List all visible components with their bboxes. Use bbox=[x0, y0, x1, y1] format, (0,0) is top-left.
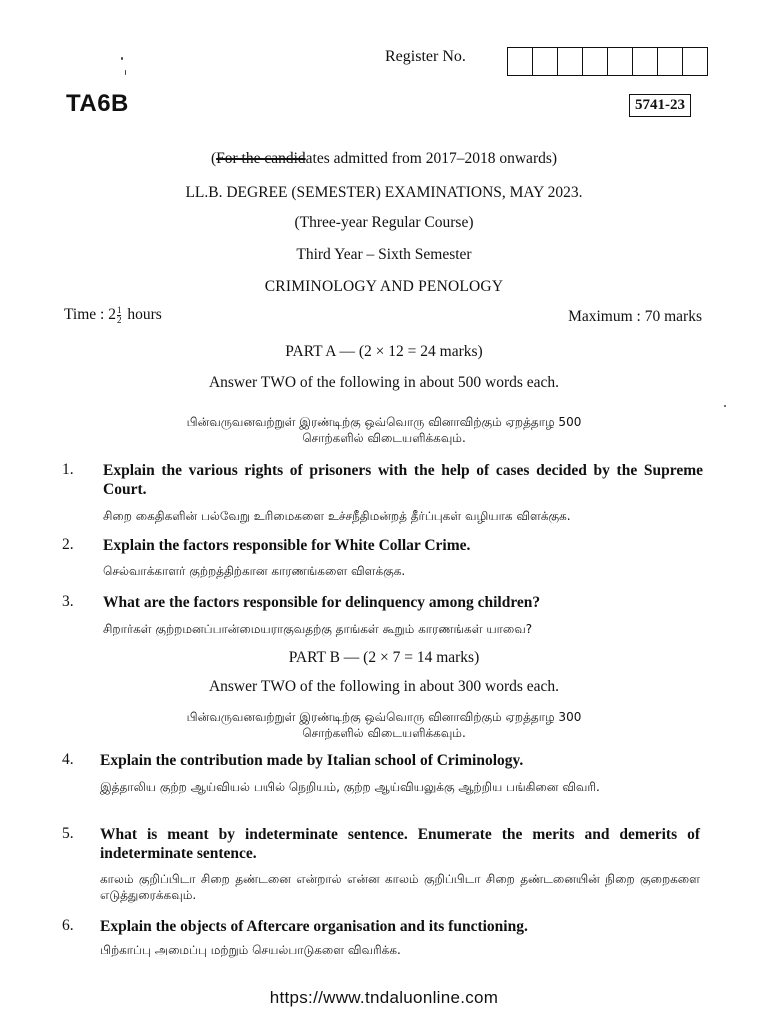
footer-url[interactable]: https://www.tndaluonline.com bbox=[269, 988, 499, 1007]
question-number: 1. bbox=[62, 461, 74, 478]
part-a-instruction-tamil: பின்வருவனவற்றுள் இரண்டிற்கு ஒவ்வொரு வினாவிற்கும் ஏறத்தாழ 500 சொற்களில் விடையளிக்கவும். bbox=[186, 415, 582, 445]
question-text-tamil: இத்தாலிய குற்ற ஆய்வியல் பயில் நெறியம், குற்ற ஆய்வியலுக்கு ஆற்றிய பங்கினை விவரி. bbox=[100, 780, 600, 794]
question-text: Explain the various rights of prisoners with the help of cases decided by the Supreme Court. bbox=[103, 462, 703, 498]
question-text-tamil: செல்வாக்காளர் குற்றத்திற்கான காரணங்களை விளக்குக. bbox=[103, 564, 406, 578]
register-digit-box[interactable] bbox=[583, 48, 608, 75]
eligibility-text: ates admitted from 2017–2018 onwards) bbox=[305, 150, 558, 167]
question-text-tamil: பிற்காப்பு அமைப்பு மற்றும் செயல்பாடுகளை விவரிக்க. bbox=[100, 943, 401, 957]
register-digit-box[interactable] bbox=[533, 48, 558, 75]
register-digit-box[interactable] bbox=[658, 48, 683, 75]
question-paper-code: TA6B bbox=[66, 90, 129, 117]
time-prefix: Time : 2 bbox=[64, 306, 116, 324]
course-type: (Three-year Regular Course) bbox=[294, 214, 474, 231]
eligibility-struck-text: For the candid bbox=[216, 150, 306, 167]
time-allowed bbox=[64, 306, 162, 325]
eligibility-open-paren: ( bbox=[210, 150, 217, 167]
paper-number-box: 5741-23 bbox=[629, 94, 691, 117]
register-digit-box[interactable] bbox=[633, 48, 658, 75]
register-digit-box[interactable] bbox=[558, 48, 583, 75]
question-text: Explain the contribution made by Italian school of Criminology. bbox=[100, 752, 524, 769]
time-fraction-denominator: 2 bbox=[116, 315, 122, 325]
time-suffix: hours bbox=[123, 306, 162, 324]
eligibility-line bbox=[0, 150, 768, 168]
question-text-tamil: காலம் குறிப்பிடா சிறை தண்டனை என்றால் என்ன காலம் குறிப்பிடா சிறை தண்டனையின் நிறை குறைகளை எடுத்துரைக்கவும். bbox=[100, 872, 700, 902]
part-b-instruction: Answer TWO of the following in about 300 words each. bbox=[208, 678, 560, 695]
register-digit-box[interactable] bbox=[683, 48, 707, 75]
register-digit-box[interactable] bbox=[508, 48, 533, 75]
register-digit-box[interactable] bbox=[608, 48, 633, 75]
question-number: 4. bbox=[62, 751, 74, 768]
register-number-boxes bbox=[507, 47, 708, 76]
scan-speck bbox=[121, 57, 123, 60]
question-number: 6. bbox=[62, 917, 74, 934]
register-number-label: Register No. bbox=[385, 48, 466, 65]
part-a-instruction: Answer TWO of the following in about 500 words each. bbox=[208, 374, 560, 391]
subject-title: CRIMINOLOGY AND PENOLOGY bbox=[264, 278, 504, 295]
question-text: What are the factors responsible for delinquency among children? bbox=[103, 594, 541, 611]
question-text-tamil: சிறை கைதிகளின் பல்வேறு உரிமைகளை உச்சநீதிமன்றத் தீர்ப்புகள் வழியாக விளக்குக. bbox=[103, 509, 571, 523]
year-semester: Third Year – Sixth Semester bbox=[296, 246, 472, 263]
part-b-instruction-tamil: பின்வருவனவற்றுள் இரண்டிற்கு ஒவ்வொரு வினாவிற்கும் ஏறத்தாழ 300 சொற்களில் விடையளிக்கவும். bbox=[186, 710, 582, 740]
question-text-tamil: சிறார்கள் குற்றமனப்பான்மையராகுவதற்கு தாங்கள் கூறும் காரணங்கள் யாவை? bbox=[103, 622, 533, 636]
question-text: What is meant by indeterminate sentence. Enumerate the merits and demerits of indeterminate sentence. bbox=[100, 826, 700, 862]
exam-title: LL.B. DEGREE (SEMESTER) EXAMINATIONS, MAY 2023. bbox=[185, 184, 583, 201]
question-number: 2. bbox=[62, 536, 74, 553]
scan-speck bbox=[724, 405, 726, 407]
part-a-heading: PART A — (2 × 12 = 24 marks) bbox=[285, 343, 483, 360]
question-number: 5. bbox=[62, 825, 74, 842]
part-b-heading: PART B — (2 × 7 = 14 marks) bbox=[288, 649, 480, 666]
question-text: Explain the objects of Aftercare organisation and its functioning. bbox=[100, 918, 528, 935]
maximum-marks: Maximum : 70 marks bbox=[568, 308, 702, 325]
scan-speck bbox=[125, 70, 126, 75]
question-text: Explain the factors responsible for White Collar Crime. bbox=[103, 537, 471, 554]
time-fraction-numerator: 1 bbox=[116, 305, 122, 315]
question-number: 3. bbox=[62, 593, 74, 610]
time-fraction bbox=[117, 306, 122, 325]
